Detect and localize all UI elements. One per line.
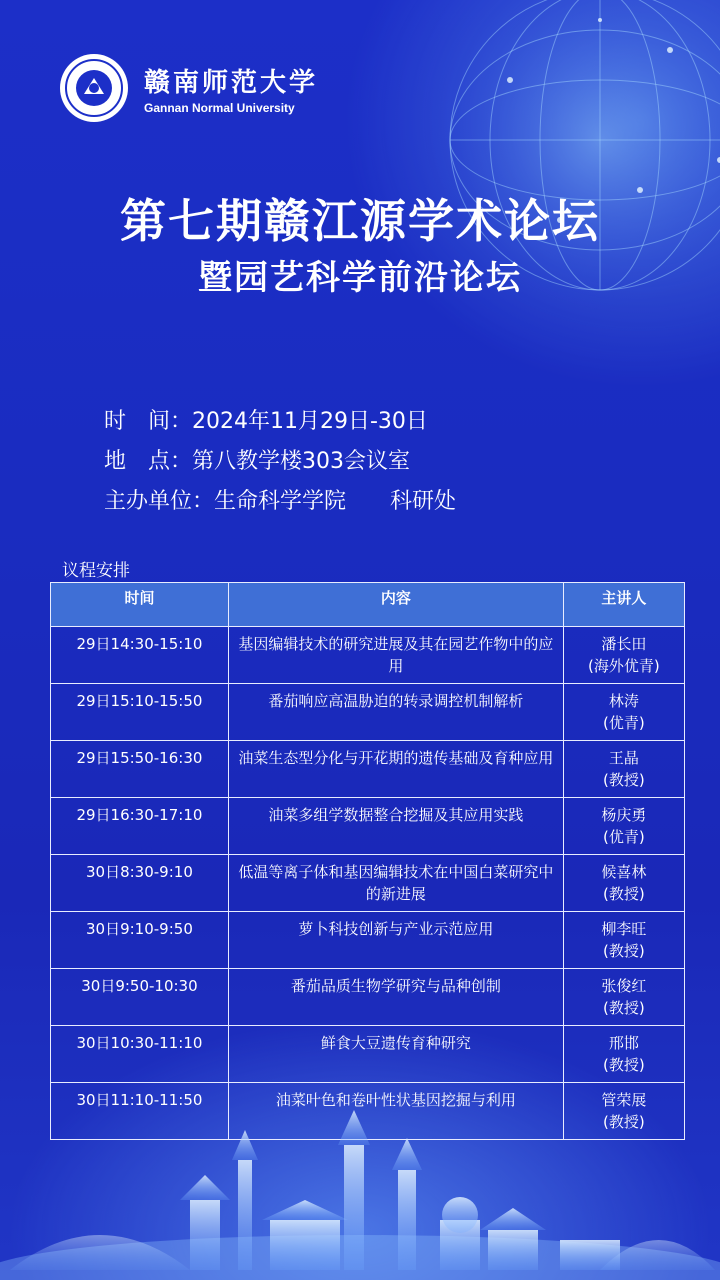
table-row	[51, 912, 685, 969]
forum-subtitle: 暨园艺科学前沿论坛	[198, 258, 522, 298]
speaker-name: 管荣展	[601, 1091, 647, 1109]
table-row	[51, 1026, 685, 1083]
row-time: 30日11:10-11:50	[51, 1083, 229, 1140]
row-content: 油菜多组学数据整合挖掘及其应用实践	[228, 798, 563, 855]
info-host-value: 生命科学学院 科研处	[214, 489, 457, 514]
info-time-value: 2024年11月29日-30日	[192, 409, 428, 434]
speaker-title: (教授)	[603, 885, 645, 903]
row-speaker	[563, 1026, 684, 1083]
agenda-header-row	[51, 583, 685, 627]
row-content: 番茄响应高温胁迫的转录调控机制解析	[228, 684, 563, 741]
info-time-label: 时 间：	[104, 409, 193, 434]
row-content: 鲜食大豆遗传育种研究	[228, 1026, 563, 1083]
table-row	[51, 855, 685, 912]
table-row	[51, 798, 685, 855]
row-content: 油菜叶色和卷叶性状基因挖掘与利用	[228, 1083, 563, 1140]
speaker-title: (教授)	[603, 999, 645, 1017]
speaker-name: 柳李旺	[601, 920, 647, 938]
row-speaker	[563, 969, 684, 1026]
university-name-en: Gannan Normal University	[144, 100, 295, 115]
row-time: 30日9:50-10:30	[51, 969, 229, 1026]
university-seal-icon	[58, 52, 130, 124]
speaker-title: (教授)	[603, 942, 645, 960]
table-row	[51, 684, 685, 741]
row-time: 29日15:50-16:30	[51, 741, 229, 798]
table-row	[51, 627, 685, 684]
row-time: 29日16:30-17:10	[51, 798, 229, 855]
speaker-name: 王晶	[608, 749, 639, 767]
speaker-title: (海外优青)	[588, 657, 660, 675]
info-host	[104, 484, 456, 515]
row-content: 基因编辑技术的研究进展及其在园艺作物中的应用	[228, 627, 563, 684]
info-place	[104, 444, 410, 475]
row-speaker	[563, 741, 684, 798]
row-speaker	[563, 627, 684, 684]
university-logo	[58, 52, 318, 124]
row-speaker	[563, 855, 684, 912]
row-time: 29日15:10-15:50	[51, 684, 229, 741]
info-time	[104, 404, 428, 435]
row-speaker	[563, 912, 684, 969]
speaker-name: 林涛	[608, 692, 639, 710]
agenda-table	[50, 582, 685, 1140]
row-content: 番茄品质生物学研究与品种创制	[228, 969, 563, 1026]
row-time: 29日14:30-15:10	[51, 627, 229, 684]
speaker-name: 邢邯	[608, 1034, 639, 1052]
speaker-title: (优青)	[603, 828, 645, 846]
row-time: 30日8:30-9:10	[51, 855, 229, 912]
header-content: 内容	[228, 583, 563, 627]
speaker-title: (教授)	[603, 1056, 645, 1074]
city-skyline-graphic	[0, 1090, 720, 1280]
speaker-title: (教授)	[603, 771, 645, 789]
speaker-title: (教授)	[603, 1113, 645, 1131]
speaker-name: 杨庆勇	[601, 806, 647, 824]
table-row	[51, 741, 685, 798]
speaker-name: 候喜林	[601, 863, 647, 881]
info-place-value: 第八教学楼303会议室	[192, 449, 411, 474]
header-speaker: 主讲人	[563, 583, 684, 627]
speaker-name: 潘长田	[601, 635, 647, 653]
row-time: 30日9:10-9:50	[51, 912, 229, 969]
row-speaker	[563, 684, 684, 741]
row-content: 萝卜科技创新与产业示范应用	[228, 912, 563, 969]
row-time: 30日10:30-11:10	[51, 1026, 229, 1083]
agenda-section-label: 议程安排	[62, 561, 130, 581]
university-name-cn: 赣南师范大学	[144, 67, 319, 98]
info-host-label: 主办单位：	[104, 489, 215, 514]
header-time: 时间	[51, 583, 229, 627]
row-content: 低温等离子体和基因编辑技术在中国白菜研究中的新进展	[228, 855, 563, 912]
row-speaker	[563, 798, 684, 855]
table-row	[51, 969, 685, 1026]
info-place-label: 地 点：	[104, 449, 193, 474]
row-content: 油菜生态型分化与开花期的遗传基础及育种应用	[228, 741, 563, 798]
speaker-title: (优青)	[603, 714, 645, 732]
forum-title: 第七期赣江源学术论坛	[120, 194, 600, 248]
speaker-name: 张俊红	[601, 977, 647, 995]
